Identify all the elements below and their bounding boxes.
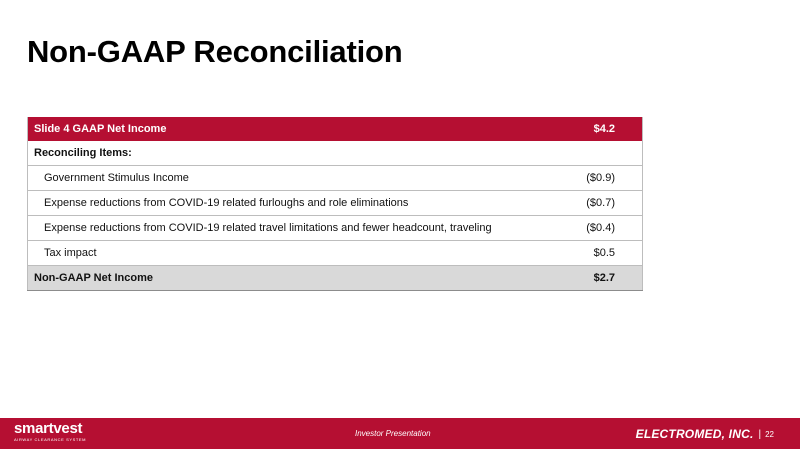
- electromed-logo: ELECTROMED, INC.: [635, 427, 754, 441]
- footer-separator: |: [758, 428, 762, 440]
- gaap-net-income-value: $4.2: [535, 117, 643, 141]
- smartvest-logo: [14, 421, 86, 443]
- row-label: Expense reductions from COVID-19 related furloughs and role eliminations: [28, 191, 536, 216]
- row-value: ($0.4): [535, 216, 643, 241]
- non-gaap-net-income-label: Non-GAAP Net Income: [28, 266, 536, 291]
- smartvest-wordmark: smartvest: [14, 420, 83, 437]
- table-row: [28, 191, 643, 216]
- row-value: ($0.7): [535, 191, 643, 216]
- smartvest-tagline: AIRWAY CLEARANCE SYSTEM: [14, 437, 87, 442]
- reconciling-items-label: Reconciling Items:: [28, 141, 643, 166]
- table-row: [28, 216, 643, 241]
- total-row: [28, 266, 643, 291]
- gaap-net-income-label: Slide 4 GAAP Net Income: [28, 117, 536, 141]
- row-value: ($0.9): [535, 166, 643, 191]
- table-row: [28, 166, 643, 191]
- table-header-row: [28, 117, 643, 141]
- row-label: Government Stimulus Income: [28, 166, 536, 191]
- reconciling-items-row: [28, 141, 643, 166]
- row-value: $0.5: [535, 241, 643, 266]
- electromed-brand: [636, 427, 774, 441]
- footer-bar: [0, 418, 800, 449]
- row-label: Expense reductions from COVID-19 related travel limitations and fewer headcount, traveling: [28, 216, 536, 241]
- presentation-label: Investor Presentation: [355, 429, 431, 438]
- reconciliation-table: [27, 117, 643, 291]
- non-gaap-net-income-value: $2.7: [535, 266, 643, 291]
- page-number: 22: [765, 429, 774, 439]
- slide-title: Non-GAAP Reconciliation: [27, 34, 403, 69]
- table-row: [28, 241, 643, 266]
- row-label: Tax impact: [28, 241, 536, 266]
